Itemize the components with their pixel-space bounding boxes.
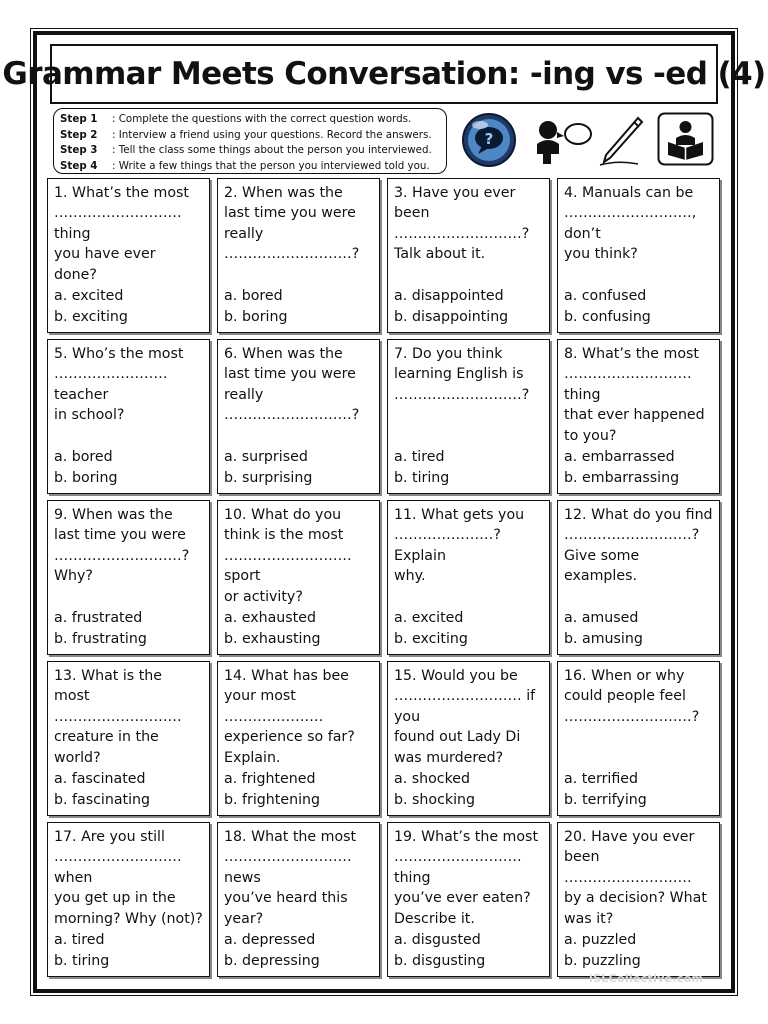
option-b: b. boring: [54, 469, 118, 486]
step-text: : Interview a friend using your questions. Record the answers.: [112, 128, 432, 141]
question-text: 10. What do you think is the most ……………………… sport or activity?: [224, 507, 352, 605]
option-a: a. confused: [564, 288, 647, 305]
answer-options: [564, 930, 641, 971]
question-card: [387, 339, 550, 494]
answer-options: [224, 769, 320, 810]
option-b: b. confusing: [564, 308, 651, 325]
question-card: [557, 339, 720, 494]
question-card: [217, 339, 380, 494]
step-text: : Write a few things that the person you interviewed told you.: [112, 159, 430, 172]
step-row: [60, 128, 440, 144]
answer-options: [54, 769, 150, 810]
question-grid: [47, 178, 720, 977]
question-text: 4. Manuals can be ………………………, don’t you think?: [564, 185, 697, 263]
option-a: a. depressed: [224, 932, 316, 949]
svg-text:?: ?: [484, 130, 494, 148]
question-text: 13. What is the most ……………………… creature in the world?: [54, 668, 182, 766]
watermark: iSLCollective.com: [589, 972, 704, 985]
answer-options: [564, 608, 643, 649]
answer-options: [54, 447, 117, 488]
question-card: [47, 500, 210, 655]
speaker-icon: [534, 118, 594, 168]
question-card: [47, 178, 210, 333]
option-a: a. disgusted: [394, 932, 481, 949]
option-b: b. amusing: [564, 630, 643, 647]
question-card: [557, 661, 720, 816]
option-b: b. surprising: [224, 469, 313, 486]
step-row: [60, 112, 440, 128]
option-a: a. bored: [54, 449, 113, 466]
step-text: : Complete the questions with the correct question words.: [112, 113, 412, 125]
question-card: [557, 822, 720, 977]
option-a: a. frustrated: [54, 610, 143, 627]
question-text: 1. What’s the most ……………………… thing you have ever done?: [54, 185, 189, 283]
question-text: 8. What’s the most ……………………… thing that ever happened to you?: [564, 346, 705, 444]
option-a: a. excited: [54, 288, 124, 305]
page-title: Grammar Meets Conversation: -ing vs -ed (4): [2, 56, 766, 92]
step-label: Step 3: [60, 144, 98, 156]
answer-options: [224, 447, 312, 488]
answer-options: [54, 930, 109, 971]
option-b: b. frightening: [224, 791, 321, 808]
answer-options: [54, 608, 147, 649]
question-card: [217, 178, 380, 333]
option-a: a. frightened: [224, 771, 316, 788]
option-a: a. exhausted: [224, 610, 316, 627]
option-a: a. disappointed: [394, 288, 504, 305]
question-card: [217, 822, 380, 977]
question-text: 19. What’s the most ……………………… thing you’ve ever eaten? Describe it.: [394, 829, 539, 927]
answer-options: [224, 930, 320, 971]
option-a: a. tired: [54, 932, 105, 949]
option-b: b. frustrating: [54, 630, 147, 647]
option-a: a. surprised: [224, 449, 308, 466]
title-box: [2, 44, 766, 104]
steps-box: [53, 108, 447, 174]
option-a: a. tired: [394, 449, 445, 466]
option-b: b. puzzling: [564, 952, 641, 969]
answer-options: [564, 286, 651, 327]
answer-options: [54, 286, 128, 327]
option-b: b. tiring: [394, 469, 450, 486]
question-text: 9. When was the last time you were ………………………? Why?: [54, 507, 190, 585]
pen-icon: [598, 114, 646, 168]
answer-options: [564, 769, 647, 810]
option-a: a. shocked: [394, 771, 471, 788]
option-b: b. exhausting: [224, 630, 321, 647]
question-text: 17. Are you still ……………………… when you get up in the morning? Why (not)?: [54, 829, 203, 927]
step-label: Step 1: [60, 113, 98, 125]
reader-icon: [657, 112, 714, 166]
question-text: 16. When or why could people feel ………………………?: [564, 668, 700, 725]
step-row: [60, 143, 440, 159]
question-text: 5. Who’s the most …………………… teacher in school?: [54, 346, 184, 424]
option-a: a. excited: [394, 610, 464, 627]
question-text: 3. Have you ever been ………………………? Talk about it.: [394, 185, 530, 263]
option-a: a. terrified: [564, 771, 639, 788]
option-a: a. puzzled: [564, 932, 637, 949]
answer-options: [394, 608, 468, 649]
step-text: : Tell the class some things about the person you interviewed.: [112, 144, 432, 156]
question-card: [557, 500, 720, 655]
question-text: 15. Would you be ……………………… if you found out Lady Di was murdered?: [394, 668, 536, 766]
question-text: 7. Do you think learning English is ………………………?: [394, 346, 530, 403]
question-text: 14. What has bee your most ………………… experience so far? Explain.: [224, 668, 355, 766]
option-b: b. exciting: [54, 308, 128, 325]
answer-options: [394, 769, 475, 810]
question-text: 12. What do you find ………………………? Give some examples.: [564, 507, 713, 585]
question-card: [47, 339, 210, 494]
option-a: a. bored: [224, 288, 283, 305]
question-card: [47, 822, 210, 977]
option-b: b. depressing: [224, 952, 320, 969]
option-b: b. boring: [224, 308, 288, 325]
option-a: a. embarrassed: [564, 449, 675, 466]
step-label: Step 4: [60, 159, 98, 172]
step-label: Step 2: [60, 128, 98, 141]
option-b: b. exciting: [394, 630, 468, 647]
question-text: 18. What the most ……………………… news you’ve heard this year?: [224, 829, 357, 927]
option-b: b. disappointing: [394, 308, 509, 325]
answer-options: [224, 286, 287, 327]
option-a: a. fascinated: [54, 771, 146, 788]
option-b: b. shocking: [394, 791, 476, 808]
option-b: b. terrifying: [564, 791, 647, 808]
question-card: [387, 661, 550, 816]
question-text: 20. Have you ever been ……………………… by a decision? What was it?: [564, 829, 707, 927]
answer-options: [564, 447, 679, 488]
answer-options: [394, 286, 508, 327]
question-text: 2. When was the last time you were really ………………………?: [224, 185, 360, 263]
option-b: b. disgusting: [394, 952, 486, 969]
option-b: b. tiring: [54, 952, 110, 969]
answer-options: [224, 608, 320, 649]
option-b: b. embarrassing: [564, 469, 680, 486]
step-row: [60, 159, 440, 175]
question-card: [47, 661, 210, 816]
question-card: [217, 500, 380, 655]
question-text: 11. What gets you …………………? Explain why.: [394, 507, 525, 585]
answer-options: [394, 930, 485, 971]
question-card: [387, 500, 550, 655]
question-card: [387, 178, 550, 333]
question-text: 6. When was the last time you were really ………………………?: [224, 346, 360, 424]
question-bubble-icon: [458, 112, 520, 168]
question-card: [217, 661, 380, 816]
question-card: [387, 822, 550, 977]
answer-options: [394, 447, 449, 488]
option-a: a. amused: [564, 610, 639, 627]
option-b: b. fascinating: [54, 791, 151, 808]
question-card: [557, 178, 720, 333]
